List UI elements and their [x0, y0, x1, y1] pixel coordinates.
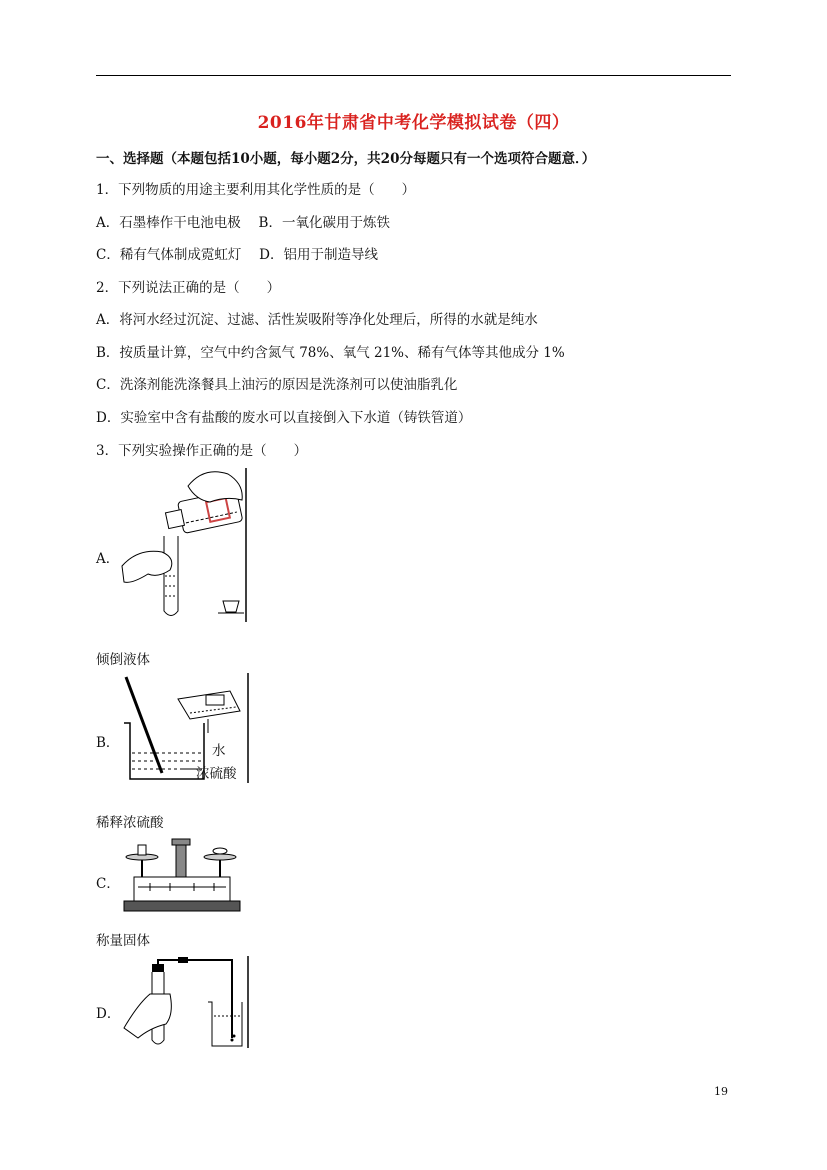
- option-c-letter: C．: [96, 876, 120, 892]
- exam-title: 2016年甘肃省中考化学模拟试卷（四）: [257, 113, 570, 133]
- option-d-letter: D．: [96, 1006, 121, 1022]
- airtightness-check-figure: [120, 954, 252, 1050]
- header-rule: [96, 75, 731, 76]
- question-3-stem: 3．下列实验操作正确的是（ ）: [96, 443, 308, 459]
- acid-label: 浓硫酸: [196, 766, 237, 782]
- water-label: 水: [212, 743, 226, 759]
- question-1-options-cd: C．稀有气体制成霓虹灯 D．铝用于制造导线: [96, 247, 378, 263]
- section-heading: 一、选择题（本题包括10小题，每小题2分，共20分每题只有一个选项符合题意．）: [96, 151, 596, 167]
- question-1-options-ab: A．石墨棒作干电池电极 B．一氧化碳用于炼铁: [96, 215, 390, 231]
- question-1-stem: 1．下列物质的用途主要利用其化学性质的是（ ）: [96, 182, 416, 198]
- option-b-letter: B．: [96, 735, 120, 751]
- question-2-option-d: D．实验室中含有盐酸的废水可以直接倒入下水道（铸铁管道）: [96, 410, 472, 426]
- question-2-option-c: C．洗涤剂能洗涤餐具上油污的原因是洗涤剂可以使油脂乳化: [96, 377, 458, 393]
- question-2-stem: 2．下列说法正确的是（ ）: [96, 280, 281, 296]
- option-b-caption: 稀释浓硫酸: [96, 815, 164, 831]
- option-a-letter: A．: [96, 551, 120, 567]
- option-c-caption: 称量固体: [96, 933, 150, 949]
- question-2-option-a: A．将河水经过沉淀、过滤、活性炭吸附等净化处理后，所得的水就是纯水: [96, 312, 538, 328]
- page-number: 19: [714, 1085, 728, 1098]
- pour-liquid-figure: [118, 466, 253, 624]
- balance-figure: [120, 837, 244, 915]
- option-a-caption: 倾倒液体: [96, 652, 150, 668]
- question-2-option-b: B．按质量计算，空气中约含氮气 78%、氧气 21%、稀有气体等其他成分 1%: [96, 345, 565, 361]
